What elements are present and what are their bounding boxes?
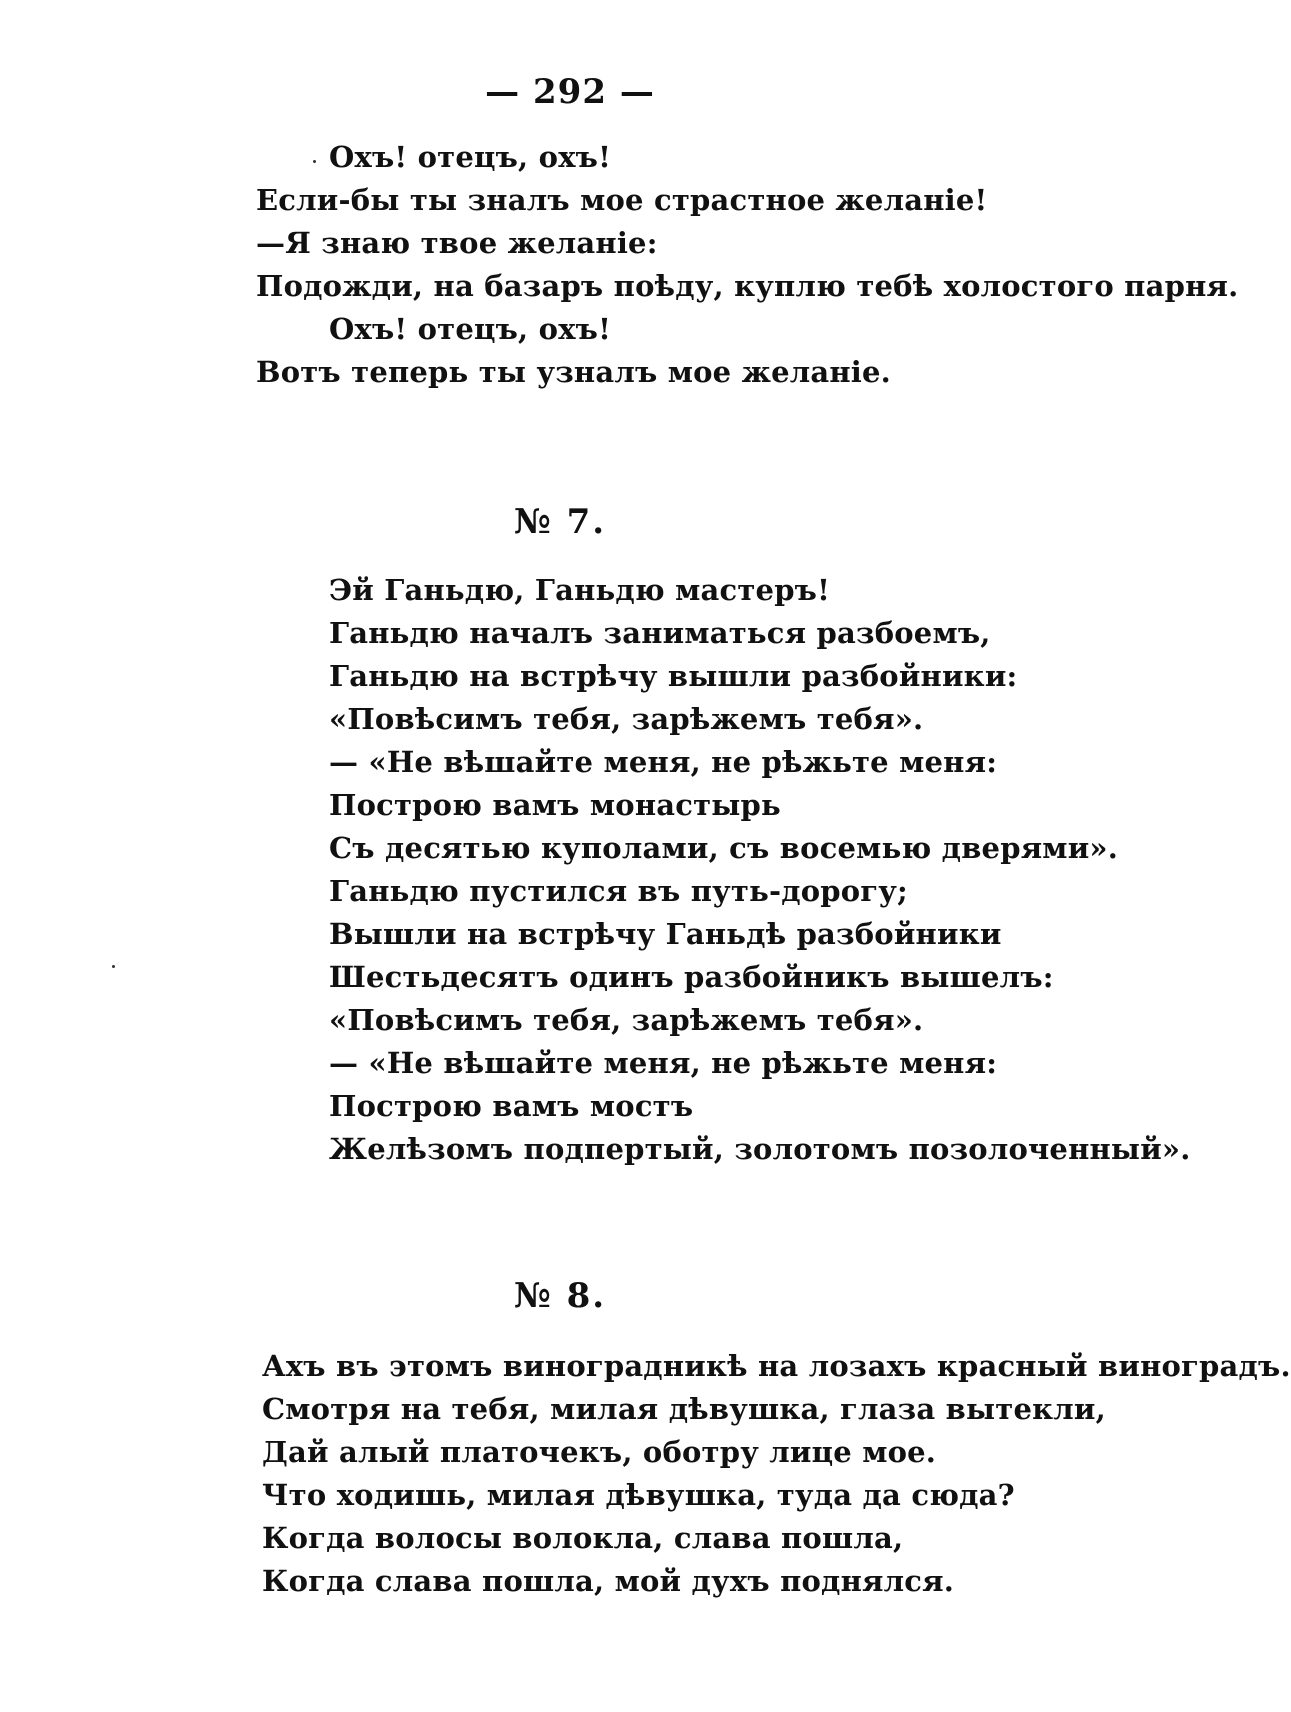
poem-line: Ганьдю началъ заниматься разбоемъ, <box>329 616 991 650</box>
poem-line: Шестьдесятъ одинъ разбойникъ вышелъ: <box>329 960 1054 994</box>
poem-line: Подожди, на базаръ поѣду, куплю тебѣ холостого парня. <box>256 269 1239 303</box>
section-heading-8: № 8. <box>513 1276 607 1316</box>
poem-line: Если-бы ты зналъ мое страстное желаніе! <box>256 183 988 217</box>
poem-line: Охъ! отецъ, охъ! <box>329 312 612 346</box>
poem-line: Вышли на встрѣчу Ганьдѣ разбойники <box>329 917 1002 951</box>
poem-line: Вотъ теперь ты узналъ мое желаніе. <box>256 355 891 389</box>
poem-line: Когда волосы волокла, слава пошла, <box>262 1521 904 1555</box>
poem-line: Желѣзомъ подпертый, золотомъ позолоченный». <box>329 1132 1191 1166</box>
poem-line: Построю вамъ мостъ <box>329 1089 694 1123</box>
poem-line: Дай алый платочекъ, оботру лице мое. <box>262 1435 937 1469</box>
poem-line: Что ходишь, милая дѣвушка, туда да сюда? <box>262 1478 1015 1512</box>
print-speck <box>112 965 115 968</box>
poem-line: —Я знаю твое желаніе: <box>256 226 658 260</box>
page-number: — 292 — <box>485 72 655 112</box>
poem-line: «Повѣсимъ тебя, зарѣжемъ тебя». <box>329 1003 924 1037</box>
poem-line: Эй Ганьдю, Ганьдю мастеръ! <box>329 573 831 607</box>
poem-line: Когда слава пошла, мой духъ поднялся. <box>262 1564 955 1598</box>
poem-line: Съ десятью куполами, съ восемью дверями». <box>329 831 1119 865</box>
section-heading-7: № 7. <box>513 502 607 542</box>
print-speck <box>313 160 316 163</box>
poem-line: — «Не вѣшайте меня, не рѣжьте меня: <box>329 1046 998 1080</box>
poem-line: Построю вамъ монастырь <box>329 788 781 822</box>
poem-line: — «Не вѣшайте меня, не рѣжьте меня: <box>329 745 998 779</box>
poem-line: Ахъ въ этомъ виноградникѣ на лозахъ красный виноградъ. <box>262 1349 1291 1383</box>
poem-line: Охъ! отецъ, охъ! <box>329 140 612 174</box>
poem-line: Ганьдю на встрѣчу вышли разбойники: <box>329 659 1018 693</box>
poem-line: «Повѣсимъ тебя, зарѣжемъ тебя». <box>329 702 924 736</box>
poem-line: Ганьдю пустился въ путь-дорогу; <box>329 874 908 908</box>
poem-line: Смотря на тебя, милая дѣвушка, глаза вытекли, <box>262 1392 1106 1426</box>
